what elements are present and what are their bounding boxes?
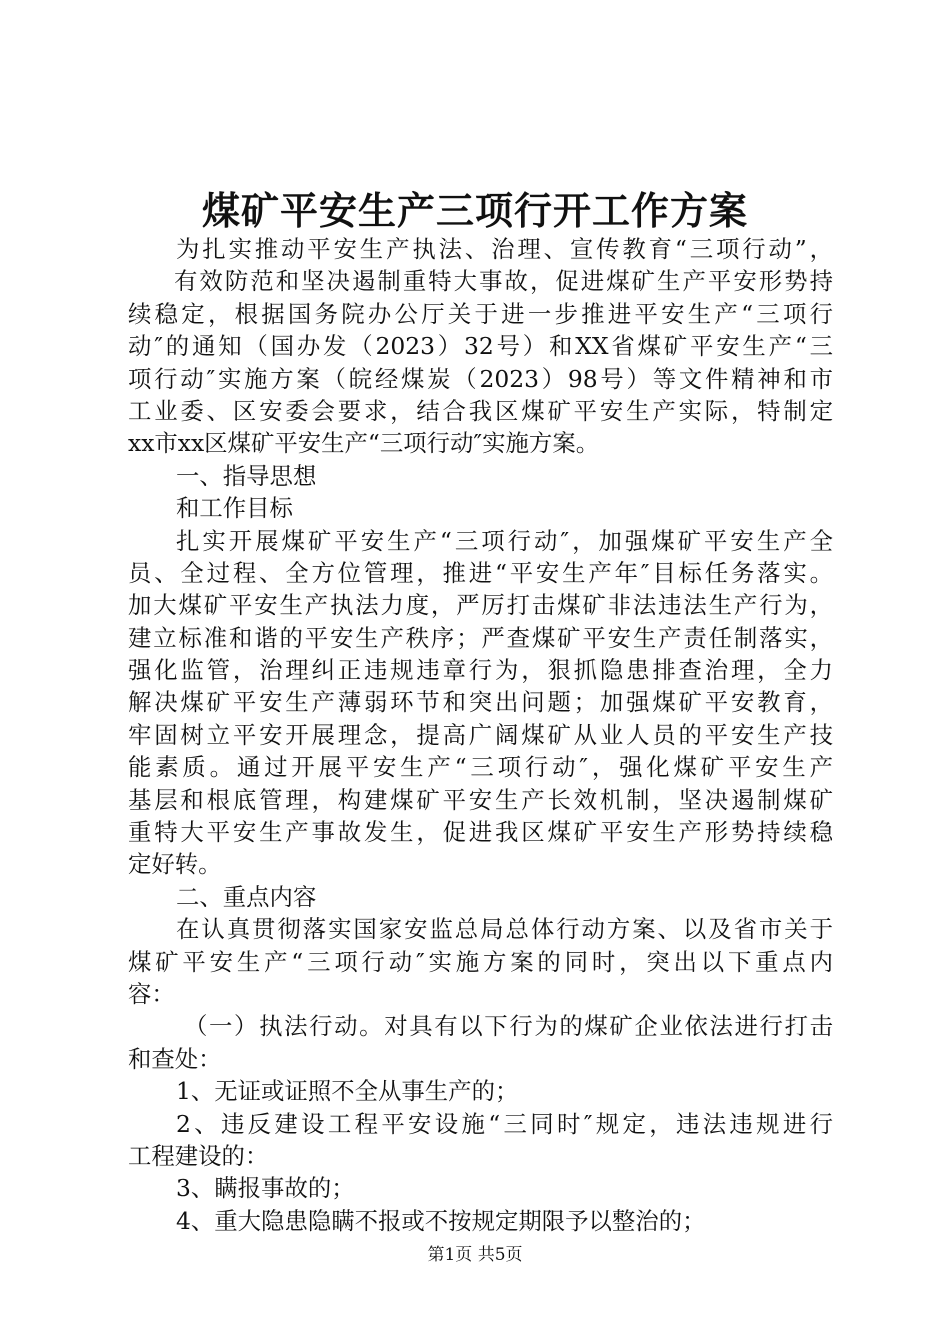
list-item: 工程建设的： <box>128 1141 269 1170</box>
section-heading: 和工作目标 <box>176 494 293 523</box>
paragraph-line: 强化监管，治理纠正违规违章行为，狠抓隐患排查治理，全力 <box>128 656 833 685</box>
paragraph-line: 员、全过程、全方位管理，推进“平安生产年″目标任务落实。 <box>128 558 833 587</box>
page-footer: 第1页 共5页 <box>427 1245 523 1265</box>
list-item: 2、违反建设工程平安设施“三同时″规定，违法违规进行 <box>176 1109 833 1138</box>
list-item: 1、无证或证照不全从事生产的； <box>176 1077 519 1106</box>
paragraph-line: 煤矿平安生产“三项行动″实施方案的同时，突出以下重点内 <box>128 947 833 976</box>
paragraph-line: 在认真贯彻落实国家安监总局总体行动方案、以及省市关于 <box>176 915 833 944</box>
paragraph-line: 建立标准和谐的平安生产秩序；严查煤矿平安生产责任制落实， <box>128 623 833 652</box>
paragraph-line: 工业委、区安委会要求，结合我区煤矿平安生产实际，特制定 <box>128 396 833 425</box>
paragraph-line: 为扎实推动平安生产执法、治理、宣传教育“三项行动”， <box>176 235 833 263</box>
list-item: 4、重大隐患隐瞒不报或不按规定期限予以整治的； <box>176 1206 706 1235</box>
paragraph-line: 能素质。通过开展平安生产“三项行动″，强化煤矿平安生产 <box>128 753 833 782</box>
paragraph-line: 加大煤矿平安生产执法力度，严厉打击煤矿非法违法生产行为， <box>128 591 833 620</box>
paragraph-line: 续稳定，根据国务院办公厅关于进一步推进平安生产“三项行 <box>128 299 833 328</box>
paragraph-line: 牢固树立平安开展理念，提高广阔煤矿从业人员的平安生产技 <box>128 720 833 749</box>
paragraph-line: 容： <box>128 979 175 1008</box>
list-item: 3、瞒报事故的； <box>176 1174 355 1203</box>
paragraph-line: （一）执法行动。对具有以下行为的煤矿企业依法进行打击 <box>184 1012 833 1041</box>
paragraph-line: 扎实开展煤矿平安生产“三项行动″，加强煤矿平安生产全 <box>176 526 833 555</box>
paragraph-line: 有效防范和坚决遏制重特大事故，促进煤矿生产平安形势持 <box>174 267 833 296</box>
paragraph-line: 重特大平安生产事故发生，促进我区煤矿平安生产形势持续稳 <box>128 818 833 847</box>
section-heading: 一、指导思想 <box>176 461 317 490</box>
document-title: 煤矿平安生产三项行开工作方案 <box>201 188 748 233</box>
section-heading: 二、重点内容 <box>176 882 317 911</box>
document-body <box>128 233 833 1237</box>
paragraph-line: 解决煤矿平安生产薄弱环节和突出问题；加强煤矿平安教育， <box>128 688 833 717</box>
paragraph-line: 基层和根底管理，构建煤矿平安生产长效机制，坚决遏制煤矿 <box>128 785 833 814</box>
paragraph-line: 动″的通知（国办发（2023）32号）和XX省煤矿平安生产“三 <box>128 332 833 361</box>
paragraph-line: 项行动″实施方案（皖经煤炭（2023）98号）等文件精神和市 <box>128 364 833 393</box>
paragraph-line: xx市xx区煤矿平安生产“三项行动″实施方案。 <box>128 429 600 458</box>
paragraph-line: 定好转。 <box>128 850 222 879</box>
paragraph-line: 和查处： <box>128 1044 222 1073</box>
